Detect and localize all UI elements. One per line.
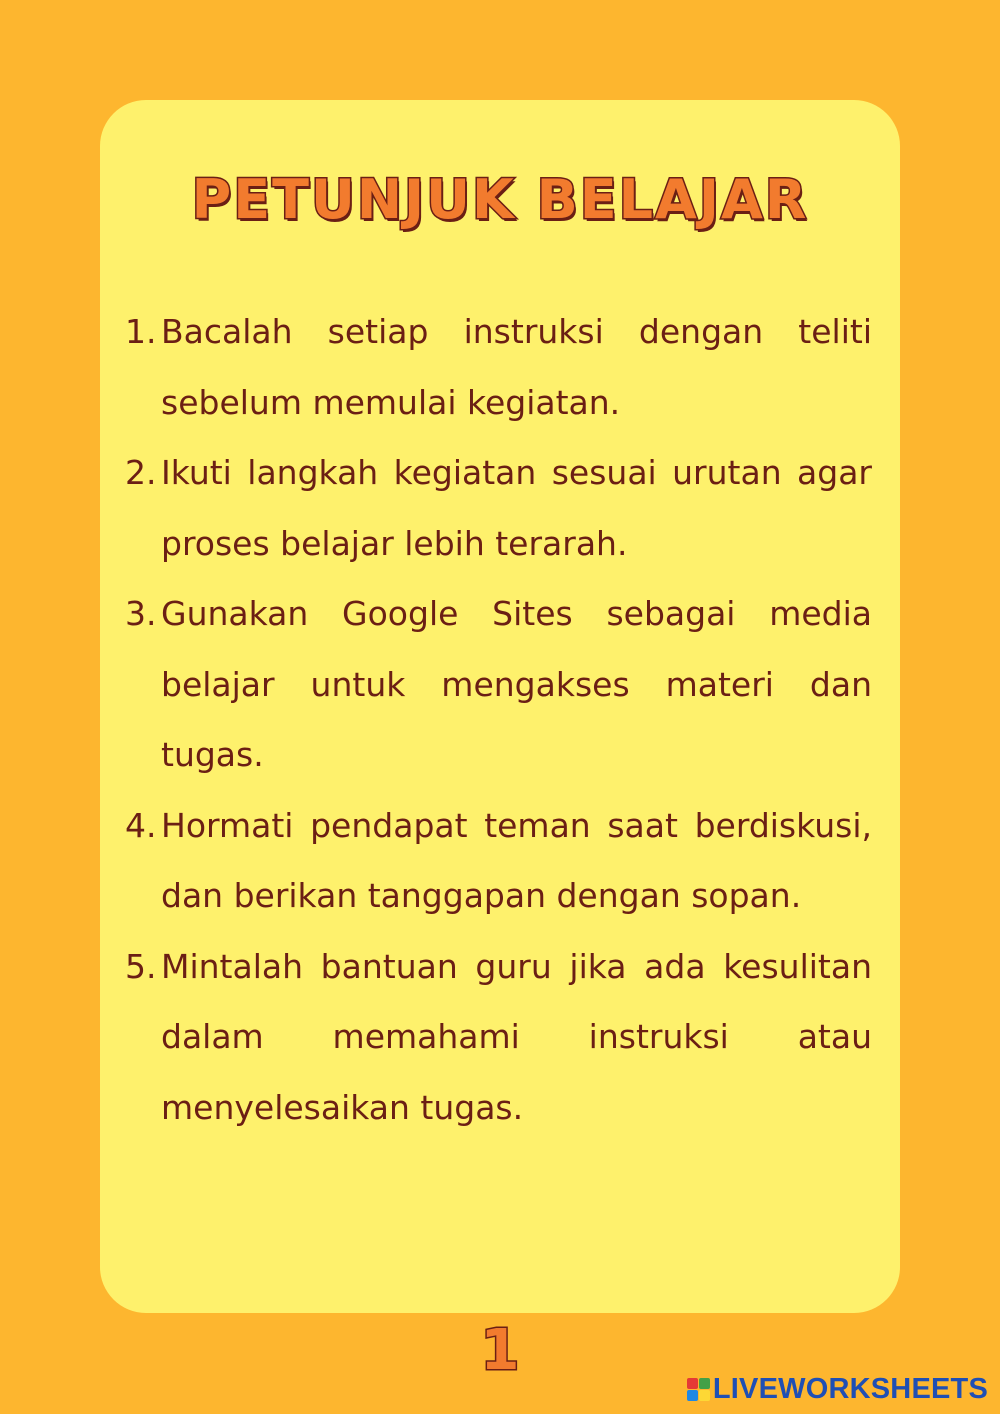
instruction-list: [125, 297, 872, 1143]
watermark-text: LIVEWORKSHEETS: [712, 1373, 988, 1405]
list-item-number: 3.: [125, 594, 157, 633]
list-item-text: Mintalah bantuan guru jika ada kesulitan dalam memahami instruksi atau menyelesaikan tugas.: [161, 946, 872, 1127]
list-item: [125, 438, 872, 579]
list-item: [125, 579, 872, 791]
list-item-text: Hormati pendapat teman saat berdiskusi, dan berikan tanggapan dengan sopan.: [161, 805, 872, 915]
list-item: [125, 791, 872, 932]
list-item-number: 2.: [125, 453, 157, 492]
list-item-text: Gunakan Google Sites sebagai media belajar untuk mengakses materi dan tugas.: [161, 594, 872, 774]
list-item-text: Bacalah setiap instruksi dengan teliti sebelum memulai kegiatan.: [161, 312, 872, 422]
liveworksheets-logo-icon: [687, 1378, 710, 1401]
list-item: [125, 932, 872, 1144]
list-item-number: 5.: [125, 946, 157, 986]
list-item-number: 1.: [125, 312, 157, 351]
list-item-number: 4.: [125, 805, 157, 845]
list-item-text: Ikuti langkah kegiatan sesuai urutan agar proses belajar lebih terarah.: [161, 453, 872, 563]
page-title: PETUNJUK BELAJAR: [191, 168, 809, 231]
list-item: [125, 297, 872, 438]
liveworksheets-watermark[interactable]: [687, 1373, 988, 1406]
page-number: 1: [480, 1318, 520, 1383]
